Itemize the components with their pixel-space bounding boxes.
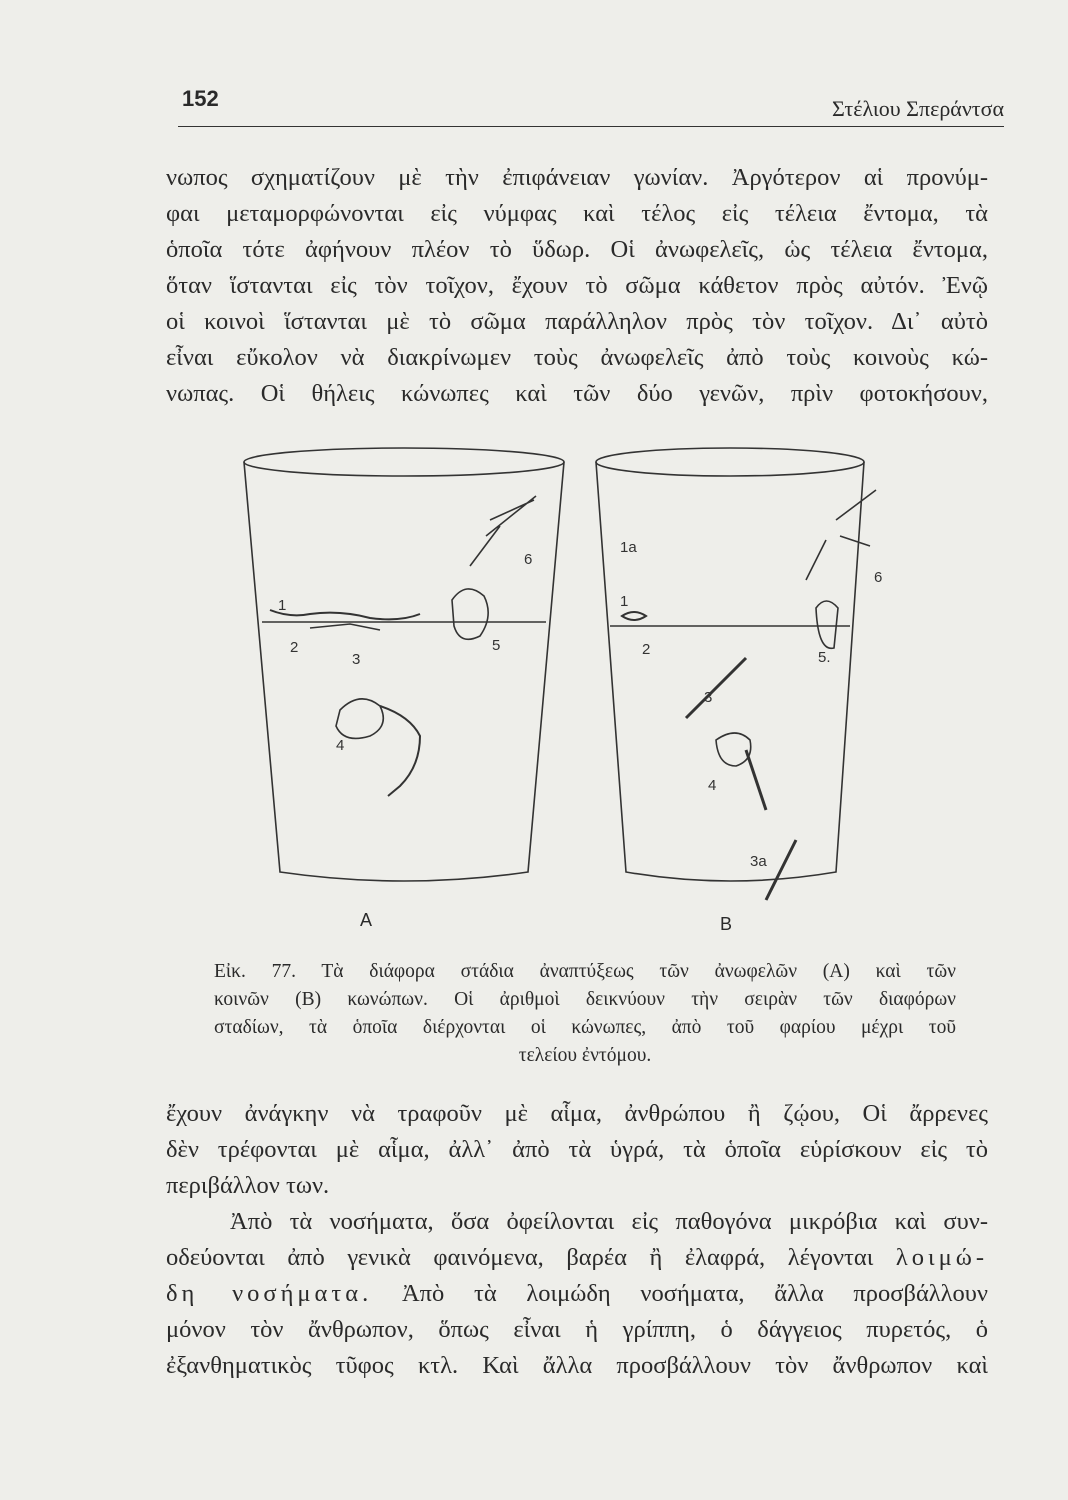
- glass-b-num-6: 6: [874, 569, 883, 586]
- emphasis-span: δη νοσήματα.: [166, 1280, 373, 1307]
- glass-a-num-6: 6: [524, 551, 533, 568]
- text-line: Ἀπὸ τὰ νοσήματα, ὅσα ὀφείλονται εἰς παθογόνα μικρόβια καὶ συν-: [230, 1208, 988, 1235]
- paragraph-top: [166, 160, 988, 412]
- glass-a-num-2: 2: [290, 639, 299, 656]
- text-line: ἔχουν ἀνάγκην νὰ τραφοῦν μὲ αἷμα, ἀνθρώπου ἢ ζῴου, Οἱ ἄρρενες: [166, 1100, 988, 1127]
- running-head: Στέλιου Σπεράντσα: [831, 96, 1004, 121]
- text-line: περιβάλλον των.: [166, 1172, 330, 1199]
- glass-b: [596, 448, 876, 900]
- caption-line: Εἰκ. 77. Τὰ διάφορα στάδια ἀναπτύξεως τῶν ἀνωφελῶν (Α) καὶ τῶν: [214, 961, 956, 982]
- figure-label-a: A: [360, 910, 373, 930]
- text-line: δὲν τρέφονται μὲ αἷμα, ἀλλ᾽ ἀπὸ τὰ ὑγρά, τὰ ὁποῖα εὑρίσκουν εἰς τὸ: [166, 1136, 988, 1163]
- text-line: οἱ κοινοὶ ἵστανται μὲ τὸ σῶμα παράλληλον πρὸς τὸν τοῖχον. Δι᾽ αὐτὸ: [166, 308, 988, 335]
- glass-b-num-3a: 3a: [750, 853, 767, 870]
- paragraph-bottom: [166, 1096, 988, 1384]
- page-number: 152: [182, 86, 219, 111]
- glass-a-num-4: 4: [336, 737, 345, 754]
- glass-b-num-1: 1: [620, 593, 629, 610]
- text-line: νωπος σχηματίζουν μὲ τὴν ἐπιφάνειαν γωνίαν. Ἀργότερον αἱ προνύμ-: [166, 164, 988, 191]
- figure-label-b: B: [720, 914, 733, 934]
- emphasis-span: λοιμώ-: [895, 1244, 988, 1271]
- glass-b-num-1a: 1a: [620, 539, 637, 556]
- text-line: ἐξανθηματικὸς τῦφος κτλ. Καὶ ἄλλα προσβάλλουν τὸν ἄνθρωπον καὶ: [166, 1352, 988, 1379]
- glass-b-num-2: 2: [642, 641, 651, 658]
- glass-a-num-1: 1: [278, 597, 287, 614]
- text-line: μόνον τὸν ἄνθρωπον, ὅπως εἶναι ἡ γρίππη, ὁ δάγγειος πυρετός, ὁ: [166, 1316, 988, 1343]
- glass-a-num-5: 5: [492, 637, 501, 654]
- header-rule: [178, 126, 1004, 127]
- text-span: οδεύονται ἀπὸ γενικὰ φαινόμενα, βαρέα ἢ ἐλαφρά, λέγονται: [166, 1244, 874, 1271]
- glass-a: [244, 448, 564, 881]
- text-line: εἶναι εὔκολον νὰ διακρίνωμεν τοὺς ἀνωφελεῖς ἀπὸ τοὺς κοινοὺς κώ-: [166, 344, 988, 371]
- glass-b-num-3: 3: [704, 689, 713, 706]
- caption-line: τελείου ἐντόμου.: [518, 1045, 652, 1066]
- glass-b-num-4: 4: [708, 777, 717, 794]
- text-line: φαι μεταμορφώνονται εἰς νύμφας καὶ τέλος εἰς τέλεια ἔντομα, τὰ: [166, 200, 988, 227]
- text-line: [166, 1240, 988, 1276]
- glass-b-num-5: 5.: [818, 649, 831, 666]
- text-line: [166, 1276, 988, 1312]
- mosquito-glasses-figure: [240, 440, 883, 940]
- caption-line: σταδίων, τὰ ὁποῖα διέρχονται οἱ κώνωπες, ἀπὸ τοῦ φαρίου μέχρι τοῦ: [214, 1017, 956, 1038]
- glass-a-num-3: 3: [352, 651, 361, 668]
- text-span: Ἀπὸ τὰ λοιμώδη νοσήματα, ἄλλα προσβάλλουν: [401, 1280, 989, 1307]
- caption-line: κοινῶν (Β) κωνώπων. Οἱ ἀριθμοὶ δεικνύουν τὴν σειρὰν τῶν διαφόρων: [214, 989, 956, 1010]
- text-line: ὁποῖα τότε ἀφήνουν πλέον τὸ ὕδωρ. Οἱ ἀνωφελεῖς, ὡς τέλεια ἔντομα,: [166, 236, 988, 263]
- text-line: ὅταν ἵστανται εἰς τὸν τοῖχον, ἔχουν τὸ σῶμα κάθετον πρὸς αὐτόν. Ἐνῷ: [166, 272, 988, 299]
- text-line: νωπας. Οἱ θήλεις κώνωπες καὶ τῶν δύο γενῶν, πρὶν φοτοκήσουν,: [166, 380, 988, 407]
- figure-caption: [214, 958, 956, 1070]
